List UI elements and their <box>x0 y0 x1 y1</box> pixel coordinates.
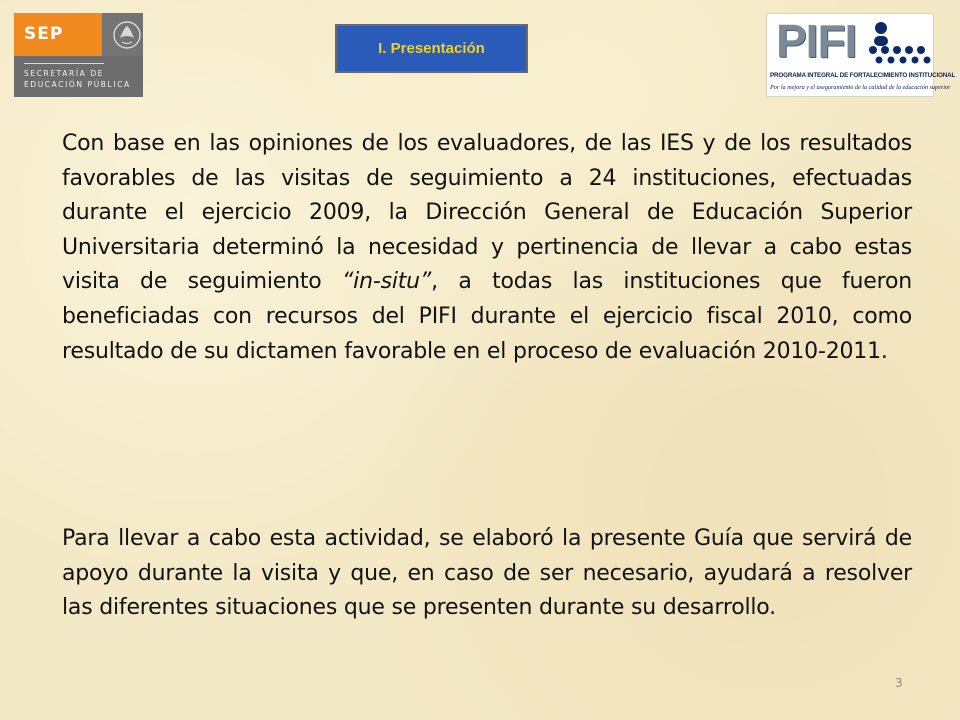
sep-logo-divider <box>24 63 104 64</box>
pifi-wordmark: PIFI <box>776 15 857 67</box>
paragraph-1-emphasis: “in-situ” <box>341 269 432 295</box>
mexican-eagle-seal-icon <box>112 18 142 52</box>
paragraph-2: Para llevar a cabo esta actividad, se elaboró la presente Guía que servirá de apoyo durante la visita y que, en caso de ser necesario, ayudará a resolver las diferentes situaciones que se presenten durante su desarrollo. <box>62 526 912 621</box>
sep-logo <box>14 13 143 97</box>
pifi-people-icon <box>867 20 933 68</box>
section-title-box: I. Presentación <box>335 24 528 73</box>
pifi-program-name: PROGRAMA INTEGRAL DE FORTALECIMIENTO INSTITUCIONAL <box>770 72 956 79</box>
sep-logo-line1: SECRETARÍA DE <box>24 69 105 78</box>
page-number: 3 <box>895 676 903 690</box>
pifi-logo <box>766 13 956 97</box>
sep-logo-name <box>24 68 131 90</box>
sep-logo-line2: EDUCACIÓN PÚBLICA <box>24 80 131 89</box>
paragraph-1-text: Con base en las opiniones de los evaluadores, de las IES y de los resultados favorables de las visitas de seguimiento a 24 instituciones, efectuadas durante el ejercicio 2009, la Dirección General de Educación Superior Universitaria determinó la necesidad y pertinencia de llevar a cabo estas visita de seguimiento <box>62 131 912 295</box>
paragraph-1-text-end: , a todas las instituciones que fueron beneficiadas con recursos del PIFI durante el ejercicio fiscal 2010, como resultado de su dictamen favorable en el proceso de evaluación 2010-2011. <box>62 269 912 364</box>
pifi-tagline: Por la mejora y el aseguramiento de la calidad de la educación superior <box>770 84 951 91</box>
paragraph-1 <box>62 127 912 369</box>
sep-logo-abbrev: SEP <box>14 13 102 56</box>
